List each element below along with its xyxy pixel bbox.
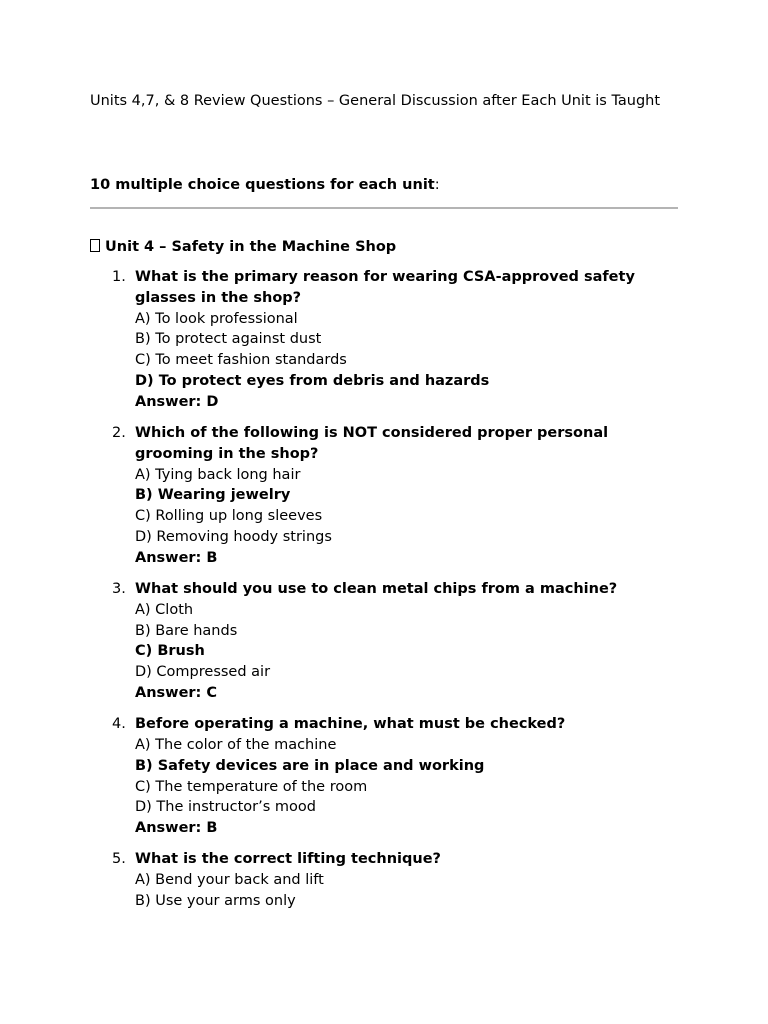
correct-option: B) Safety devices are in place and working [135,757,485,774]
question-text: What should you use to clean metal chips from a machine? [135,580,618,597]
subheading-text: 10 multiple choice questions for each unit [90,177,435,193]
question-text: Before operating a machine, what must be checked? [135,716,566,733]
answer-key: Answer: B [135,820,218,837]
correct-option: C) Brush [135,643,205,660]
answer-option: A) Tying back long hair [135,466,301,483]
question-text: What is the correct lifting technique? [135,851,441,868]
question-text: What is the primary reason for wearing CSA-approved safety glasses in the shop? [135,269,635,306]
question-number: 5. [112,851,126,868]
answer-option: C) To meet fashion standards [135,352,347,369]
answer-option: B) Bare hands [135,622,238,639]
question-text: Which of the following is NOT considered proper personal grooming in the shop? [135,424,609,462]
answer-option: D) The instructor’s mood [135,799,316,816]
answer-option: D) Removing hoody strings [135,528,332,545]
unit-title: Unit 4 – Safety in the Machine Shop [105,239,397,255]
question-item [90,267,678,413]
answer-option: C) Rolling up long sleeves [135,508,323,525]
answer-key: Answer: B [135,549,218,566]
question-item [90,579,678,704]
question-number: 2. [112,424,126,441]
correct-option: B) Wearing jewelry [135,487,291,504]
answer-option: A) Cloth [135,601,194,618]
question-item [90,849,678,911]
answer-key: Answer: D [135,393,219,410]
unit-heading [90,237,396,258]
question-number: 3. [112,580,126,597]
section-subheading [90,175,440,196]
answer-option: D) Compressed air [135,664,271,681]
horizontal-rule [90,207,678,209]
answer-key: Answer: C [135,684,218,701]
answer-option: A) Bend your back and lift [135,872,324,889]
answer-option: B) Use your arms only [135,892,296,909]
answer-option: A) The color of the machine [135,736,337,753]
answer-option: C) The temperature of the room [135,778,368,795]
question-number: 1. [112,269,126,285]
subheading-suffix: : [434,177,440,193]
answer-option: A) To look professional [135,310,298,327]
question-number: 4. [112,716,126,733]
correct-option: D) To protect eyes from debris and hazards [135,372,490,389]
question-item [90,423,678,569]
question-item [90,714,678,839]
document-intro: Units 4,7, & 8 Review Questions – General Discussion after Each Unit is Taught [90,93,661,109]
missing-glyph-icon [90,239,100,252]
answer-option: B) To protect against dust [135,331,322,348]
question-list [90,267,678,922]
